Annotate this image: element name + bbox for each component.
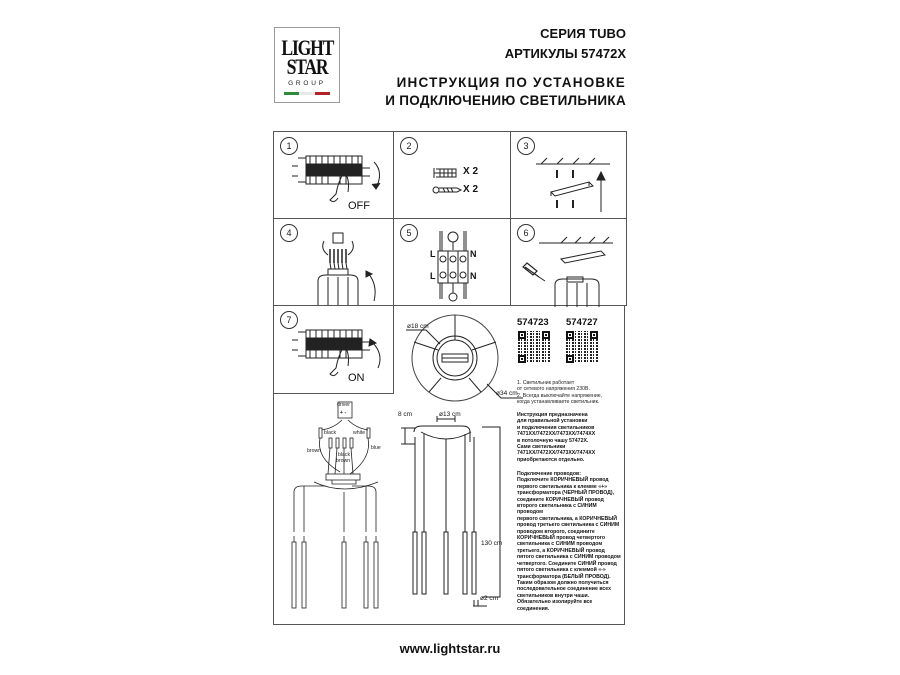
wire-blue-label: blue [371,445,381,451]
instructions-block: Инструкция предназначена для правильной установки и подключения светильников 7471XX/7472XX/7473XX/7474XX в потолочную чашу 57472X. Сами светильники 7471XX/7472XX/7473XX/7474XX приобретаются отдельно. [517,412,596,463]
step-number: 5 [400,224,418,242]
live-label-top: L [430,249,436,259]
off-label: OFF [348,200,370,212]
step-number: 3 [517,137,535,155]
canopy-height: 8 cm [398,411,413,418]
notes-block: 1. Светильник работает от сетевого напряжения 230В. 2. Всегда выключайте напряжение, когда устанавливаете светильник. [517,380,603,406]
anchor-quantity: X 2 [463,166,479,177]
series-title: СЕРИЯ TUBO [540,26,626,41]
wire-black2-label: black [338,452,351,458]
step-number: 6 [517,224,535,242]
italian-flag-stripe [284,92,330,95]
on-label: ON [348,372,365,384]
logo-line2: STAR [286,54,328,79]
step-number: 2 [400,137,418,155]
article-code-1: 574723 [517,317,549,328]
wire-brown-label: brown [307,448,322,454]
website-link[interactable]: www.lightstar.ru [399,641,501,656]
screw-quantity: X 2 [463,184,479,195]
total-height: 130 cm [481,540,503,547]
article-code-2: 574727 [566,317,598,328]
step-number: 1 [280,137,298,155]
step-number: 7 [280,311,298,329]
logo-line1: LIGHT [281,35,334,60]
canopy-top-diameter: ø13 cm [439,411,461,418]
canopy-outer-diameter: ø34 cm [496,390,518,397]
lightstar-logo [274,27,340,103]
instruction-title-line1: ИНСТРУКЦИЯ ПО УСТАНОВКЕ [396,75,626,90]
live-label-bottom: L [430,271,436,281]
wiring-instructions-block: Подключение проводов: Подключите КОРИЧНЕВЫЙ провод первого светильника к клемме «+» трансформатора (ЧЕРНЫЙ ПРОВОД), соедините КОРИЧНЕВЫЙ провод второго светильника с СИНИМ проводом первого светильника, а КОРИЧНЕВЫЙ провод третьего светильника с СИНИМ проводом второго, соедините КОРИЧНЕВЫЙ провод четвертого светильника с СИНИМ проводом третьего, а КОРИЧНЕВЫЙ провод пятого светильника с СИНИМ проводом четвертого. Соедините СИНИЙ провод пятого светильника с клеммой «-» трансформатора (БЕЛЫЙ ПРОВОД). Таким образом должно получиться последовательное соединение всех светильников внутри чаши. Обязательно изолируйте все соединения. [517,471,621,612]
qr-code-574727[interactable] [566,331,598,363]
wire-brown2-label: brown [336,458,351,464]
driver-terminals: + - [340,410,347,416]
wire-white-label: white [353,430,366,436]
wire-black-label: black [324,430,337,436]
articles-title: АРТИКУЛЫ 57472X [504,46,626,61]
tube-diameter: ø2 cm [480,595,499,602]
neutral-label-bottom: N [470,271,477,281]
neutral-label-top: N [470,249,477,259]
driver-label: driver [337,402,350,408]
canopy-inner-diameter: ø18 cm [407,323,429,330]
step-number: 4 [280,224,298,242]
instruction-title-line2: И ПОДКЛЮЧЕНИЮ СВЕТИЛЬНИКА [385,93,626,108]
qr-code-574723[interactable] [518,331,550,363]
instruction-frame [273,131,625,625]
logo-line3: GROUP [288,80,326,87]
